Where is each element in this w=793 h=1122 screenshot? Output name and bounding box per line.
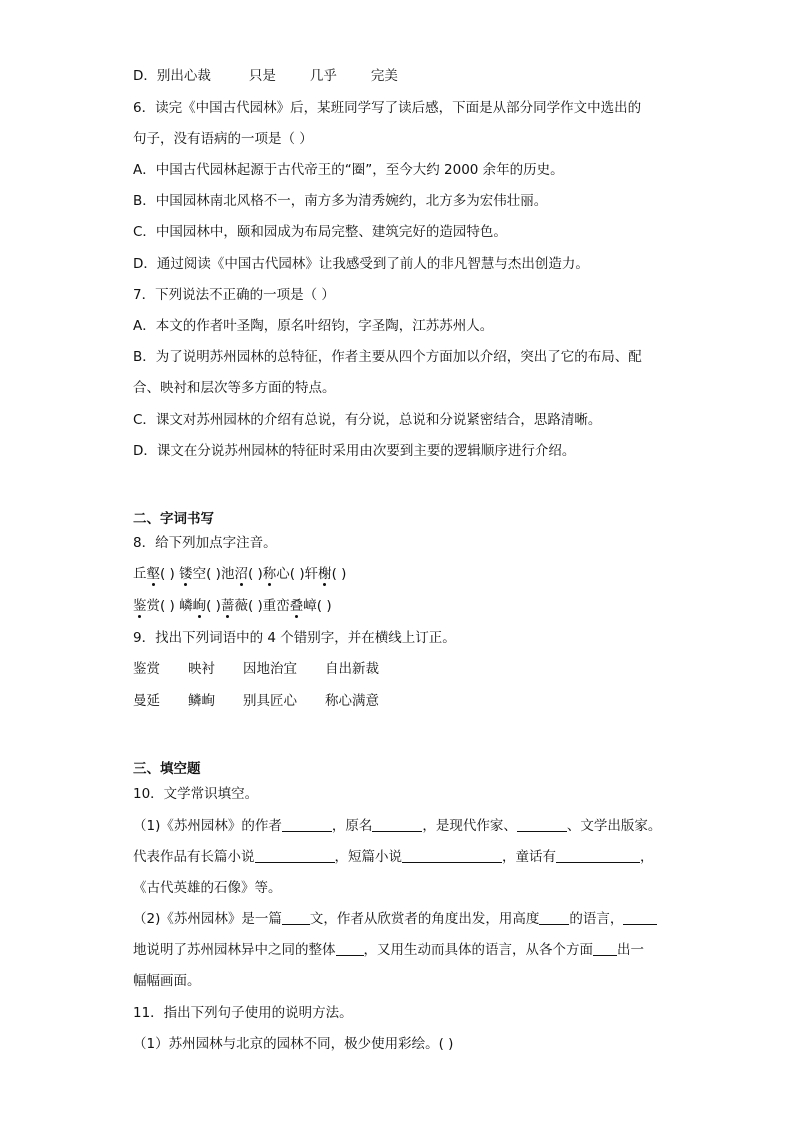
q8-row-1 [133,565,673,583]
section-3-title: 三、填空题 [133,761,201,777]
q10-p2-line-2: 地说明了苏州园林异中之同的整体 ，又用生动而具体的语言，从各个方面 出一 [133,942,644,958]
fill-blank[interactable] [593,941,617,956]
fill-blank[interactable] [336,941,364,956]
q10-p1-line-3: 《古代英雄的石像》等。 [133,880,282,896]
q9-row-1 [133,660,673,678]
q6-option-d: D．通过阅读《中国古代园林》让我感受到了前人的非凡智慧与杰出创造力。 [133,256,589,272]
q10-stem: 10．文学常识填空。 [133,786,259,802]
fill-blank[interactable] [282,910,310,925]
q8-stem: 8．给下列加点字注音。 [133,535,277,551]
q8-item: 重峦叠嶂( ) [262,598,332,614]
q9-word: 鉴赏 [133,661,160,677]
q7-option-d: D．课文在分说苏州园林的特征时采用由次要到主要的逻辑顺序进行介绍。 [133,443,576,459]
q9-row-2 [133,692,673,710]
q7-stem: 7．下列说法不正确的一项是（ ） [133,287,335,303]
q5-option-d-word-1: 只是 [248,68,276,84]
fill-blank[interactable] [282,817,332,832]
fill-blank[interactable] [623,910,657,925]
q8-item: 丘壑( ) [133,566,175,582]
q10-p1-line-1: （1)《苏州园林》的作者 ，原名 ，是现代作家、 、文学出版家。 [133,818,662,834]
q8-item: 镂空( ) [179,566,221,582]
q8-row-2 [133,597,673,615]
fill-blank[interactable] [255,848,335,863]
q10-p2-line-1: （2)《苏州园林》是一篇 文，作者从欣赏者的角度出发，用高度 的语言， [133,910,673,928]
q9-word: 自出新裁 [325,661,379,677]
q6-option-c: C．中国园林中，颐和园成为布局完整、建筑完好的造园特色。 [133,224,507,240]
q6-stem-line-2: 句子，没有语病的一项是（ ） [133,131,313,147]
q6-stem-line-1: 6．读完《中国古代园林》后，某班同学写了读后感，下面是从部分同学作文中选出的 [133,100,642,116]
q9-word: 称心满意 [325,693,379,709]
fill-blank[interactable] [517,817,567,832]
q5-option-d-prefix: D．别出心裁 [133,68,211,84]
q9-word: 映衬 [188,661,215,677]
q6-option-b: B．中国园林南北风格不一，南方多为清秀婉约，北方多为宏伟壮丽。 [133,193,548,209]
q8-item: 蔷薇( ) [220,598,263,614]
q7-option-c: C．课文对苏州园林的介绍有总说，有分说，总说和分说紧密结合，思路清晰。 [133,412,602,428]
q8-item: 轩榭( ) [304,566,347,582]
q8-item: 池沼( ) [220,566,263,582]
q10-p2-line-3: 幅幅画面。 [133,973,201,989]
section-2-title: 二、字词书写 [133,511,214,527]
q9-word: 曼延 [133,693,160,709]
q11-item-1: （1）苏州园林与北京的园林不同，极少使用彩绘。( ) [133,1036,454,1052]
fill-blank[interactable] [402,848,502,863]
q9-stem: 9．找出下列词语中的 4 个错别字，并在横线上订正。 [133,630,456,646]
q7-option-b-line-1: B．为了说明苏州园林的总特征，作者主要从四个方面加以介绍，突出了它的布局、配 [133,349,642,365]
fill-blank[interactable] [372,817,422,832]
q7-option-b-line-2: 合、映衬和层次等多方面的特点。 [133,380,336,396]
q9-word: 鳞峋 [188,693,215,709]
q9-word: 别具匠心 [243,693,297,709]
q5-option-d-word-2: 几乎 [309,68,337,84]
q8-item: 嶙峋( ) [179,598,221,614]
q8-item: 鉴赏( ) [133,598,175,614]
fill-blank[interactable] [539,910,569,925]
q7-option-a: A．本文的作者叶圣陶，原名叶绍钧，字圣陶，江苏苏州人。 [133,318,494,334]
q8-item: 称心( ) [262,566,305,582]
q6-option-a: A．中国古代园林起源于古代帝王的“圈”，至今大约 2000 余年的历史。 [133,162,564,178]
q10-p1-line-2: 代表作品有长篇小说 ，短篇小说 ，童话有 ， [133,849,654,865]
q11-stem: 11．指出下列句子使用的说明方法。 [133,1005,353,1021]
q5-option-d [133,67,673,85]
q9-word: 因地治宜 [243,661,297,677]
fill-blank[interactable] [556,848,640,863]
q5-option-d-word-3: 完美 [370,68,398,84]
